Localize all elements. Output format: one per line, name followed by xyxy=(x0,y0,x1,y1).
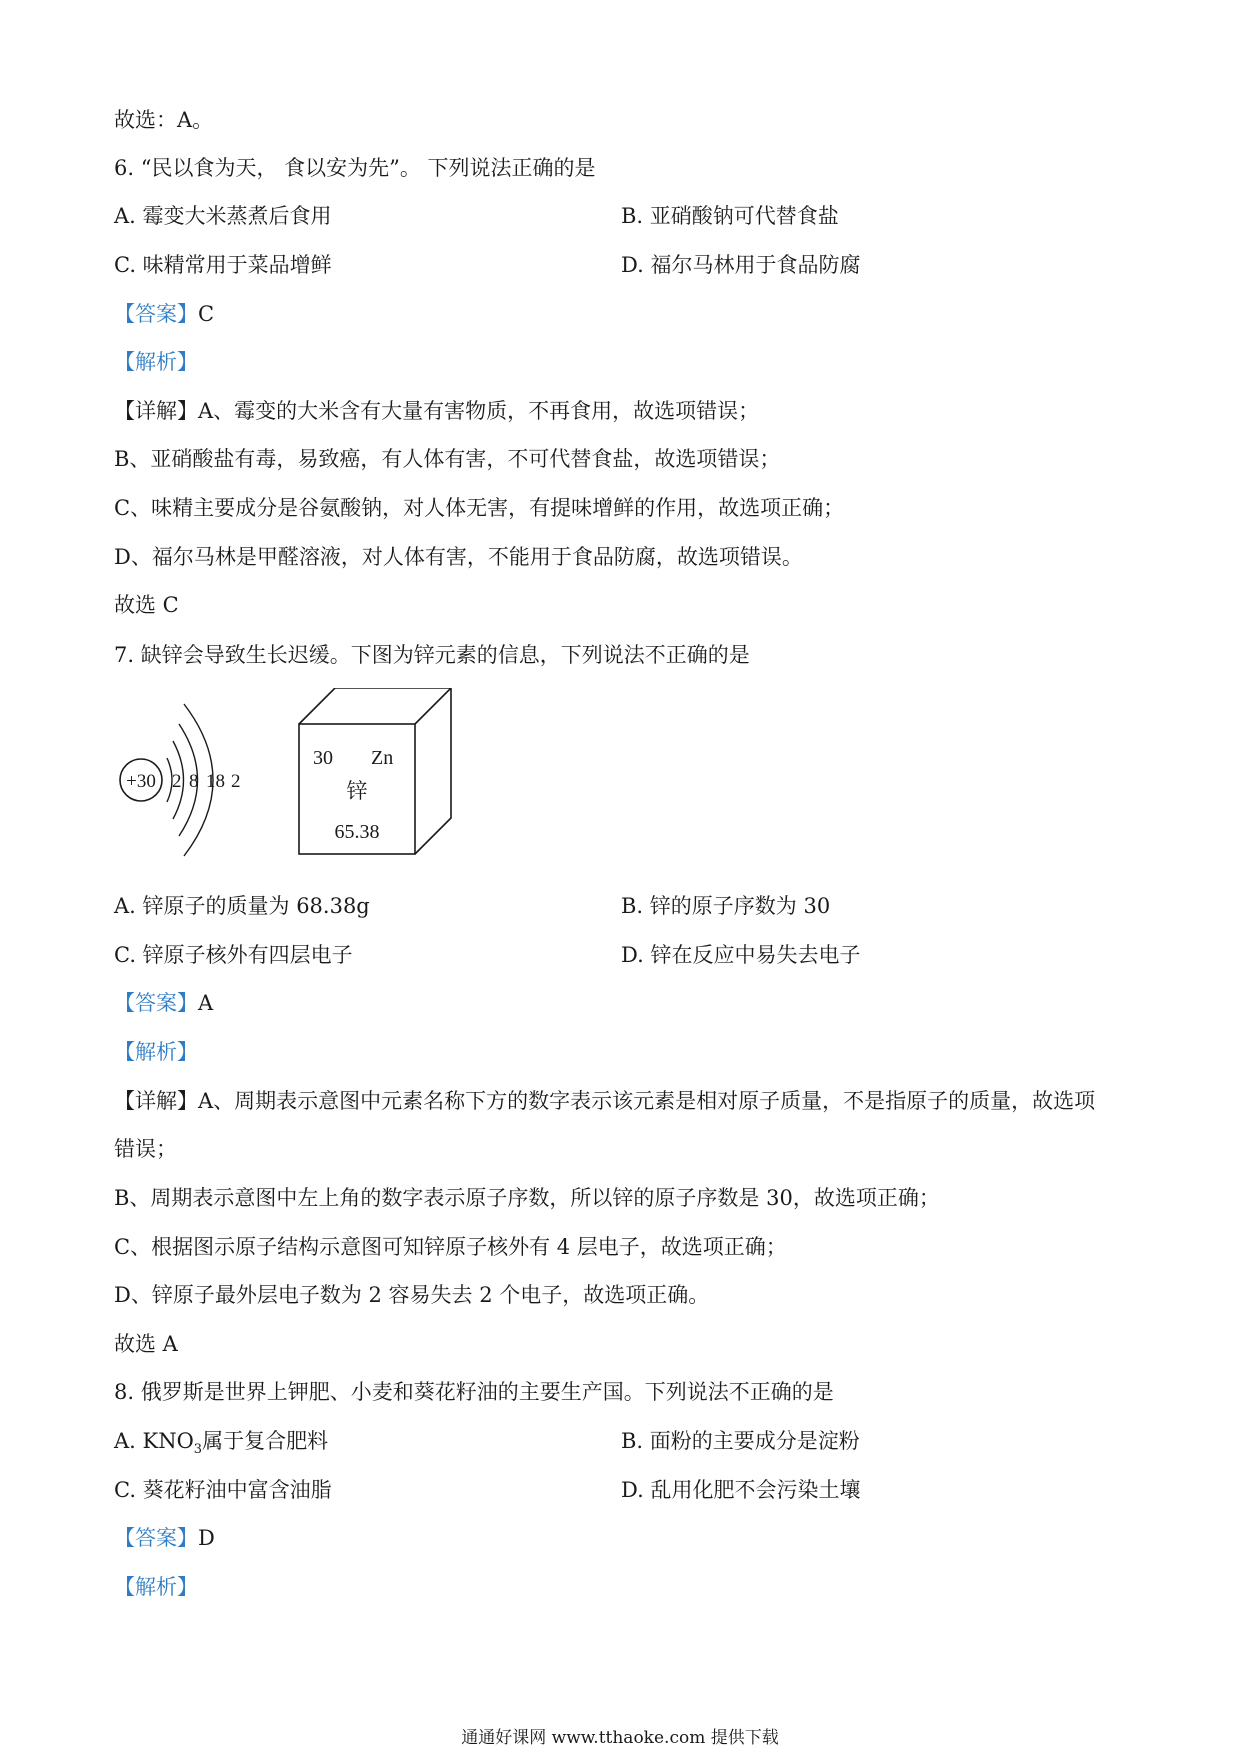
detail-text: A、周期表示意图中元素名称下方的数字表示该元素是相对原子质量，不是指原子的质量，故选项 xyxy=(198,1089,1096,1113)
q7-detail-d: D、锌原子最外层电子数为 2 容易失去 2 个电子，故选项正确。 xyxy=(114,1283,710,1307)
detail-label: 【详解】 xyxy=(114,1089,198,1113)
q6-option-a: A. 霉变大米蒸煮后食用 xyxy=(114,204,332,228)
answer-label: 【答案】 xyxy=(114,1526,198,1550)
answer-value: A xyxy=(198,991,214,1015)
formula-text: A. KNO xyxy=(114,1429,194,1453)
q6-conclusion: 故选 C xyxy=(114,593,179,617)
shell-2-count: 8 xyxy=(189,771,199,792)
periodic-table-cell xyxy=(299,688,451,854)
q8-stem: 8. 俄罗斯是世界上钾肥、小麦和葵花籽油的主要生产国。下列说法不正确的是 xyxy=(114,1380,834,1404)
detail-text: A、霉变的大米含有大量有害物质，不再食用，故选项错误； xyxy=(198,399,760,423)
zinc-figure xyxy=(114,688,474,878)
q6-stem: 6. “民以食为天， 食以安为先”。 下列说法正确的是 xyxy=(114,156,596,180)
page-footer: 通通好课网 www.tthaoke.com 提供下载 xyxy=(461,1728,779,1748)
q6-answer xyxy=(114,299,214,329)
nucleus-charge: +30 xyxy=(126,771,156,792)
q7-option-d: D. 锌在反应中易失去电子 xyxy=(621,943,861,967)
q7-detail-b: B、周期表示意图中左上角的数字表示原子序数，所以锌的原子序数是 30，故选项正确； xyxy=(114,1186,940,1210)
q6-analysis-label: 【解析】 xyxy=(114,350,198,374)
q6-detail-a xyxy=(114,396,759,426)
q6-detail-c: C、味精主要成分是谷氨酸钠，对人体无害，有提味增鲜的作用，故选项正确； xyxy=(114,496,845,520)
q7-conclusion: 故选 A xyxy=(114,1332,178,1356)
element-symbol: Zn xyxy=(371,747,394,769)
atomic-structure-diagram xyxy=(120,704,241,856)
q8-analysis-label: 【解析】 xyxy=(114,1575,198,1599)
q7-answer xyxy=(114,988,213,1018)
q6-detail-d: D、福尔马林是甲醛溶液，对人体有害，不能用于食品防腐，故选项错误。 xyxy=(114,545,803,569)
q7-stem: 7. 缺锌会导致生长迟缓。下图为锌元素的信息，下列说法不正确的是 xyxy=(114,643,750,667)
answer-label: 【答案】 xyxy=(114,991,198,1015)
q7-option-c: C. 锌原子核外有四层电子 xyxy=(114,943,353,967)
q7-detail-a-cont: 错误； xyxy=(114,1137,177,1161)
q8-option-c: C. 葵花籽油中富含油脂 xyxy=(114,1478,332,1502)
detail-label: 【详解】 xyxy=(114,399,198,423)
q8-option-a xyxy=(114,1426,328,1456)
shell-4-count: 2 xyxy=(231,771,241,792)
q6-option-d: D. 福尔马林用于食品防腐 xyxy=(621,253,861,277)
q6-option-c: C. 味精常用于菜品增鲜 xyxy=(114,253,332,277)
q6-option-b: B. 亚硝酸钠可代替食盐 xyxy=(621,204,839,228)
q7-option-b: B. 锌的原子序数为 30 xyxy=(621,894,831,918)
q7-detail-a xyxy=(114,1086,1095,1116)
q8-option-b: B. 面粉的主要成分是淀粉 xyxy=(621,1429,860,1453)
answer-value: C xyxy=(198,302,215,326)
atomic-number: 30 xyxy=(313,747,333,769)
formula-subscript: 3 xyxy=(193,1442,203,1458)
option-text: 属于复合肥料 xyxy=(202,1429,329,1453)
atomic-mass: 65.38 xyxy=(334,821,380,843)
q7-analysis-label: 【解析】 xyxy=(114,1040,198,1064)
q8-option-d: D. 乱用化肥不会污染土壤 xyxy=(621,1478,861,1502)
shell-1-count: 2 xyxy=(172,771,182,792)
q7-detail-c: C、根据图示原子结构示意图可知锌原子核外有 4 层电子，故选项正确； xyxy=(114,1235,787,1259)
q5-conclusion: 故选：A。 xyxy=(114,108,214,132)
shell-3-count: 18 xyxy=(206,771,225,792)
q8-answer xyxy=(114,1523,215,1553)
answer-label: 【答案】 xyxy=(114,302,198,326)
element-name: 锌 xyxy=(346,779,368,803)
answer-value: D xyxy=(198,1526,215,1550)
q6-detail-b: B、亚硝酸盐有毒，易致癌，有人体有害，不可代替食盐，故选项错误； xyxy=(114,447,781,471)
q7-option-a: A. 锌原子的质量为 68.38g xyxy=(114,894,370,918)
